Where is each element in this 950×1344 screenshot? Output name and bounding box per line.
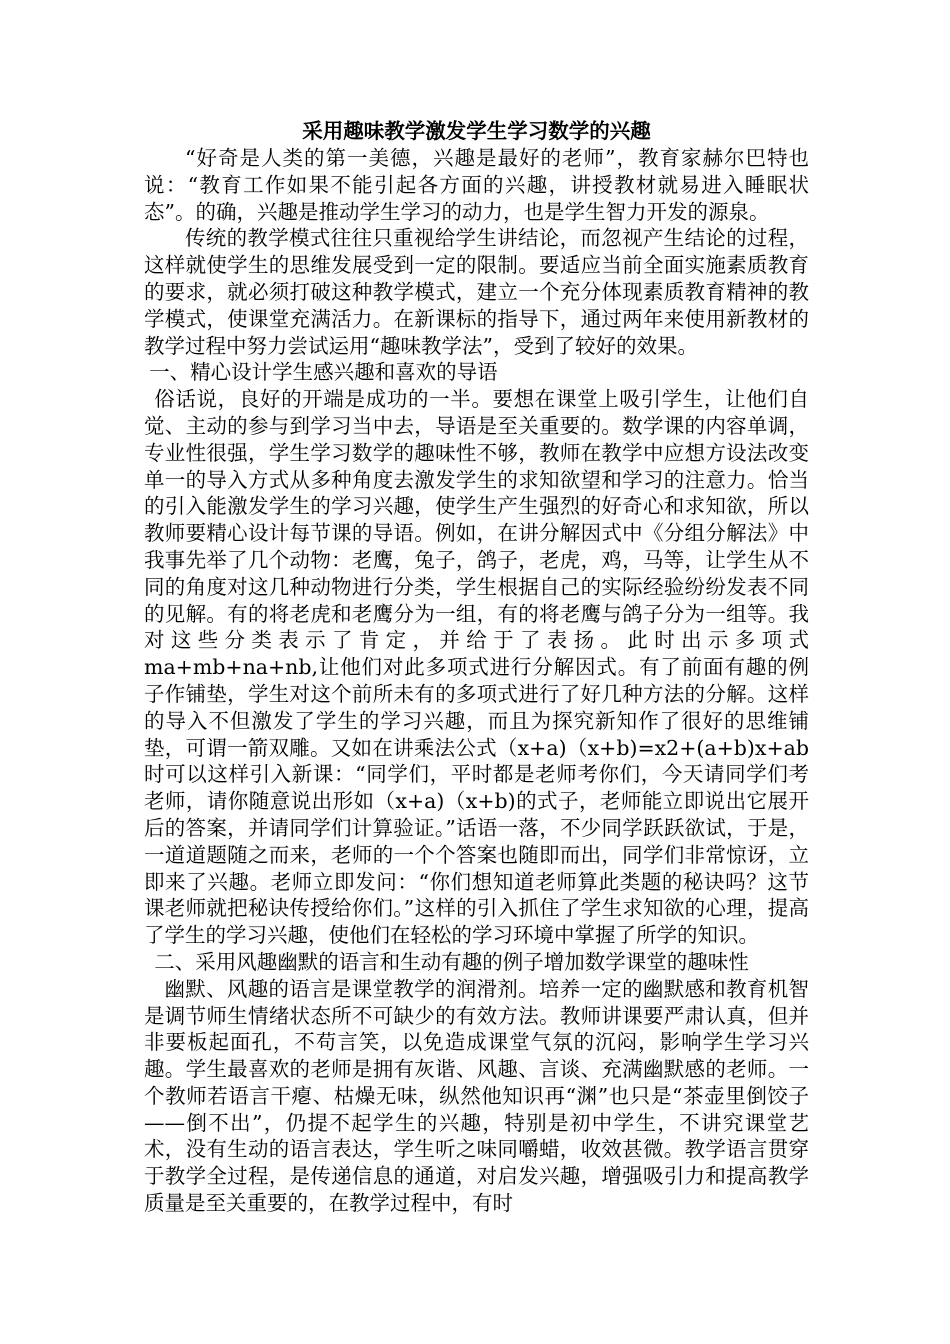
section-2-body: 幽默、风趣的语言是课堂教学的润滑剂。培养一定的幽默感和教育机智是调节师生情绪状态所不可缺少的有效方法。教师讲课要严肃认真，但并非要板起面孔，不苟言笑，以免造成课堂气氛的沉闷，影响学生学习兴趣。学生最喜欢的老师是拥有灰谐、风趣、言谈、充满幽默感的老师。一个教师若语言干瘪、枯燥无味，纵然他知识再“渊”也只是“茶壶里倒饺子——倒不出”，仍提不起学生的兴趣，特别是初中学生，不讲究课堂艺术，没有生动的语言表达，学生听之味同嚼蜡，收效甚微。教学语言贯穿于教学全过程，是传递信息的通道，对启发兴趣，增强吸引力和提高教学质量是至关重要的，在教学过程中，有时 (144, 976, 809, 1216)
document-title: 采用趣味教学激发学生学习数学的兴趣 (302, 119, 651, 143)
intro-paragraph-2: 传统的教学模式往往只重视给学生讲结论，而忽视产生结论的过程，这样就使学生的思维发展受到一定的限制。要适应当前全面实施素质教育的要求，就必须打破这种教学模式，建立一个充分体现素质教育精神的教学模式，使课堂充满活力。在新课标的指导下，通过两年来使用新教材的教学过程中努力尝试运用“趣味教学法”，受到了较好的效果。 (144, 226, 809, 358)
section-1-heading: 一、精心设计学生感兴趣和喜欢的导语 (149, 360, 498, 385)
document-page (144, 118, 809, 1217)
section-1-body: 俗话说，良好的开端是成功的一半。要想在课堂上吸引学生，让他们自觉、主动的参与到学习当中去，导语是至关重要的。数学课的内容单调，专业性很强，学生学习数学的趣味性不够，教师在教学中应想方设法改变单一的导入方式从多种角度去激发学生的求知欲望和学习的注意力。恰当的引入能激发学生的学习兴趣，使学生产生强烈的好奇心和求知欲，所以教师要精心设计每节课的导语。例如，在讲分解因式中《分组分解法》中我事先举了几个动物：老鹰，兔子，鸽子，老虎，鸡，马等，让学生从不同的角度对这几种动物进行分类，学生根据自己的实际经验纷纷发表不同的见解。有的将老虎和老鹰分为一组，有的将老鹰与鸽子分为一组等。我对这些分类表示了肯定，并给于了表扬。此时出示多项式 ma+mb+na+nb,让他们对此多项式进行分解因式。有了前面有趣的例子作铺垫，学生对这个前所未有的多项式进行了好几种方法的分解。这样的导入不但激发了学生的学习兴趣，而且为探究新知作了很好的思维铺垫，可谓一箭双雕。又如在讲乘法公式（x+a)（x+b)=x2+(a+b)x+ab 时可以这样引入新课：“同学们，平时都是老师考你们，今天请同学们考老师，请你随意说出形如（x+a)（x+b)的式子，老师能立即说出它展开后的答案，并请同学们计算验证。”话语一落，不少同学跃跃欲试，于是，一道道题随之而来，老师的一个个答案也随即而出，同学们非常惊讶，立即来了兴趣。老师立即发问：“你们想知道老师算此类题的秘诀吗？这节课老师就把秘诀传授给你们。”这样的引入抓住了学生求知欲的心理，提高了学生的学习兴趣，使他们在轻松的学习环境中掌握了所学的知识。 (144, 387, 809, 948)
intro-paragraph-1: “好奇是人类的第一美德，兴趣是最好的老师”，教育家赫尔巴特也说：“教育工作如果不能引起各方面的兴趣，讲授教材就易进入睡眠状态”。的确，兴趣是推动学生学习的动力，也是学生智力开发的源泉。 (144, 146, 809, 224)
section-2-heading: 二、采用风趣幽默的语言和生动有趣的例子增加数学课堂的趣味性 (154, 949, 749, 974)
